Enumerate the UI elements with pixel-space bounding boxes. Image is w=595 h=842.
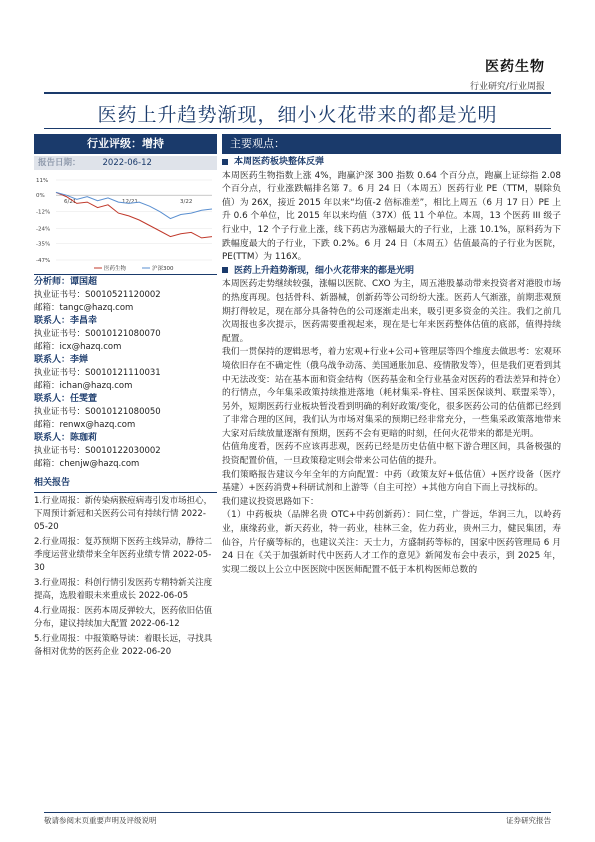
mail-label: 邮箱： [34, 303, 60, 313]
analyst-block [34, 276, 217, 315]
analyst-mail-line [34, 458, 217, 471]
analyst-name: 任雯萱 [70, 394, 98, 404]
analyst-role: 联系人： [34, 355, 71, 365]
analyst-name: 谭国超 [70, 277, 98, 287]
related-reports-list [34, 495, 217, 659]
related-report-item[interactable]: 1.行业周报：新传染病猴痘病毒引发市场担心，下周预计新冠和关医药公司有持续行情 2022-05-20 [34, 496, 213, 532]
paragraph: 我们建议投资思路如下： [222, 496, 319, 507]
main-view-heading: 主要观点： [222, 134, 561, 154]
analyst-role-line [34, 354, 217, 367]
analyst-role: 分析师： [34, 277, 71, 287]
paragraph: 本周医药生物指数上涨 4%，跑赢沪深 300 指数 0.64 个百分点，跑赢上证综指 2.08 个百分点，行业涨跌幅排名第 7。6 月 24 日（本周五）医药行业 PE（TTM，剔除负值）为 26X，接近 2015 年以来“均值-2 倍标准差”，相比上周五（6 月 17 日）PE 上升 0.6 个单位，比 2015 年以来均值（37X）低 11 个单位。本周，13 个医药 III 级子行业中，12 个子行业上涨，线下药店为涨幅最大的子行业，上涨 10.1%，原料药为下跌幅度最大的子行业，下跌 0.2%。6 月 24 日（本周五）估值最高的子行业为医院，PE(TTM）为 116X。 [222, 170, 561, 263]
related-report-item[interactable]: 3.行业周报：科创行情引发医药专精特新关注度提高，选股着眼未来重成长 2022-06-05 [34, 578, 213, 601]
paragraph: 我们一贯保持的逻辑思考，着力宏观+行业+公司+管理层等四个维度去做思考：宏观环境依旧存在不确定性（俄乌战争动荡、美国通胀加息、疫情散发等），但是我们更看到其中无法改变：站在基本面和资金结构（医药基金和全行业基金对医药的看法差异和持仓）的行情点，今年集采政策持续推进落地（耗材集采-脊柱、国采医保谈判、联盟采等），另外，短期医药行业板块暂没看到明确的利好政策/变化，很多医药公司的估值都已经到了非常合理的区间，我们认为市场对集采的预期已经非常充分，一些集采政策落地带来大家对后续放量逐渐有预期，医药不会有更暗的时刻，任何火花带来的都是光明。 [222, 347, 561, 439]
cert-label: 执业证书号： [34, 368, 86, 378]
y-tick-label: 11% [36, 178, 49, 184]
analyst-mail-line [34, 419, 217, 432]
analyst-role-line [34, 432, 217, 445]
x-tick-label: 6/21 [64, 199, 77, 206]
analyst-email[interactable]: ichan@hazq.com [59, 381, 133, 391]
analyst-name: 陈珈莉 [70, 433, 98, 443]
y-tick-label: -12% [36, 209, 51, 216]
cert-label: 执业证书号： [34, 290, 86, 300]
cert-number: S0010121080050 [85, 407, 161, 417]
analyst-email[interactable]: chenjw@hazq.com [59, 459, 140, 469]
analyst-email[interactable]: renwx@hazq.com [59, 420, 136, 430]
paragraph: 估值角度看，医药不应该再悲观，医药已经是历史估值中枢下游合理区间，具备极强的投资配置价值，一旦政策稳定则会带来公司估值的提升。 [222, 442, 561, 467]
analyst-role-line [34, 276, 217, 289]
analyst-block [34, 354, 217, 393]
analyst-role-line [34, 315, 217, 328]
legend-label: 医药生物 [104, 266, 127, 272]
performance-chart [34, 172, 217, 274]
section-heading: 医药上升趋势渐现，细小火花带来的都是光明 [222, 265, 561, 279]
analyst-role: 联系人： [34, 433, 71, 443]
section-heading: 本周医药板块整体反弹 [222, 156, 561, 170]
analyst-block [34, 432, 217, 471]
footer-divider [44, 812, 551, 813]
mail-label: 邮箱： [34, 459, 60, 469]
paragraph: （1）中药板块（品牌名贵 OTC+中药创新药）：同仁堂，广誉远，华润三九，以岭药业，康缘药业，新天药业，特一药业，桂林三金，佐力药业，贵州三力，健民集团，寿仙谷，片仔癀等标的，也建议关注：天士力，方盛制药等标的，国家中医药管理局 6 月 24 日在《关于加强新时代中医药人才工作的意见》新闻发布会中表示，到 2025 年，实现二级以上公立中医医院中医医师配置不低于本机构医师总数的 [222, 510, 561, 575]
cert-number: S0010122030002 [85, 446, 161, 456]
footer-label: 证券研究报告 [506, 816, 551, 825]
date-label: 报告日期： [38, 158, 81, 168]
related-reports-heading: 相关报告 [34, 477, 217, 493]
sector-title: 医药生物 [485, 59, 545, 75]
cert-label: 执业证书号： [34, 446, 86, 456]
analyst-name: 李婵 [70, 355, 89, 365]
page-title: 医药上升趋势渐现，细小火花带来的都是光明 [97, 104, 498, 126]
rating-banner: 行业评级：增持 [34, 134, 217, 154]
cert-number: S0010121110031 [85, 368, 161, 378]
y-tick-label: -24% [36, 226, 51, 233]
paragraph: 我们策略报告建议今年全年的方向配置：中药（政策友好+低估值）+医疗设备（医疗基建）+医药消费+科研试剂和上游等（自主可控）+其他方向自下而上寻找标的。 [222, 469, 561, 494]
series-line [56, 192, 212, 218]
report-date [34, 156, 217, 170]
analyst-block [34, 393, 217, 432]
y-tick-label: -47% [36, 258, 51, 264]
analyst-cert-line [34, 367, 217, 380]
legend-label: 沪深300 [152, 266, 174, 272]
related-report-item[interactable]: 4.行业周报：医药本周反弹较大，医药依旧估值分布，建议持续加大配置 2022-06-12 [34, 606, 213, 629]
mail-label: 邮箱： [34, 381, 60, 391]
analyst-email[interactable]: tangc@hazq.com [59, 303, 134, 313]
date-value: 2022-06-12 [102, 158, 152, 168]
analyst-role: 联系人： [34, 394, 71, 404]
title-divider [44, 128, 551, 129]
analyst-mail-line [34, 341, 217, 354]
bullet-square-icon [222, 267, 228, 273]
analyst-cert-line [34, 289, 217, 302]
footer-disclaimer: 敬请参阅末页重要声明及评级说明 [44, 816, 157, 825]
cert-number: S0010121080070 [85, 329, 161, 339]
analyst-cert-line [34, 328, 217, 341]
analyst-name: 李昌幸 [70, 316, 98, 326]
header-divider [44, 92, 551, 94]
analyst-mail-line [34, 302, 217, 315]
x-tick-label: 3/22 [180, 199, 193, 206]
mail-label: 邮箱： [34, 420, 60, 430]
y-tick-label: -35% [36, 241, 51, 248]
related-report-item[interactable]: 2.行业周报：复苏预期下医药主线异动，静待二季度运营业绩带来全年医药业绩专情 2022-05-30 [34, 537, 213, 573]
y-tick-label: 0% [36, 193, 45, 200]
main-content [222, 156, 561, 577]
analyst-block [34, 315, 217, 354]
sidebar [34, 276, 217, 659]
analyst-mail-line [34, 380, 217, 393]
analyst-list [34, 276, 217, 471]
x-tick-label: 12/21 [122, 199, 138, 206]
bullet-square-icon [222, 159, 228, 165]
mail-label: 邮箱： [34, 342, 60, 352]
analyst-cert-line [34, 406, 217, 419]
analyst-role: 联系人： [34, 316, 71, 326]
analyst-role-line [34, 393, 217, 406]
analyst-cert-line [34, 445, 217, 458]
analyst-email[interactable]: icx@hazq.com [59, 342, 122, 352]
cert-label: 执业证书号： [34, 329, 86, 339]
cert-number: S0010521120002 [85, 290, 161, 300]
paragraph: 本周医药走势继续较强，涨幅以医院、CXO 为主，周五港股暴动带来投资者对港股市场的热度再现。包括骨科、新器械，创新药等公司纷纷大涨。医药人气渐涨，前期悲观预期打得较足，现在部分具备特色的公司逐渐走出来，吸引更多资金的关注。我们之前几次周报也多次提示，医药需要重视起来，现在是七年来医药整体估值的底部，值得持续配置。 [222, 279, 561, 344]
report-type: 行业研究/行业周报 [469, 82, 545, 92]
cert-label: 执业证书号： [34, 407, 86, 417]
chart-divider [34, 274, 217, 275]
related-report-item[interactable]: 5.行业周报：中报策略导读：着眼长远，寻找具备相对优势的医药企业 2022-06-20 [34, 634, 213, 657]
